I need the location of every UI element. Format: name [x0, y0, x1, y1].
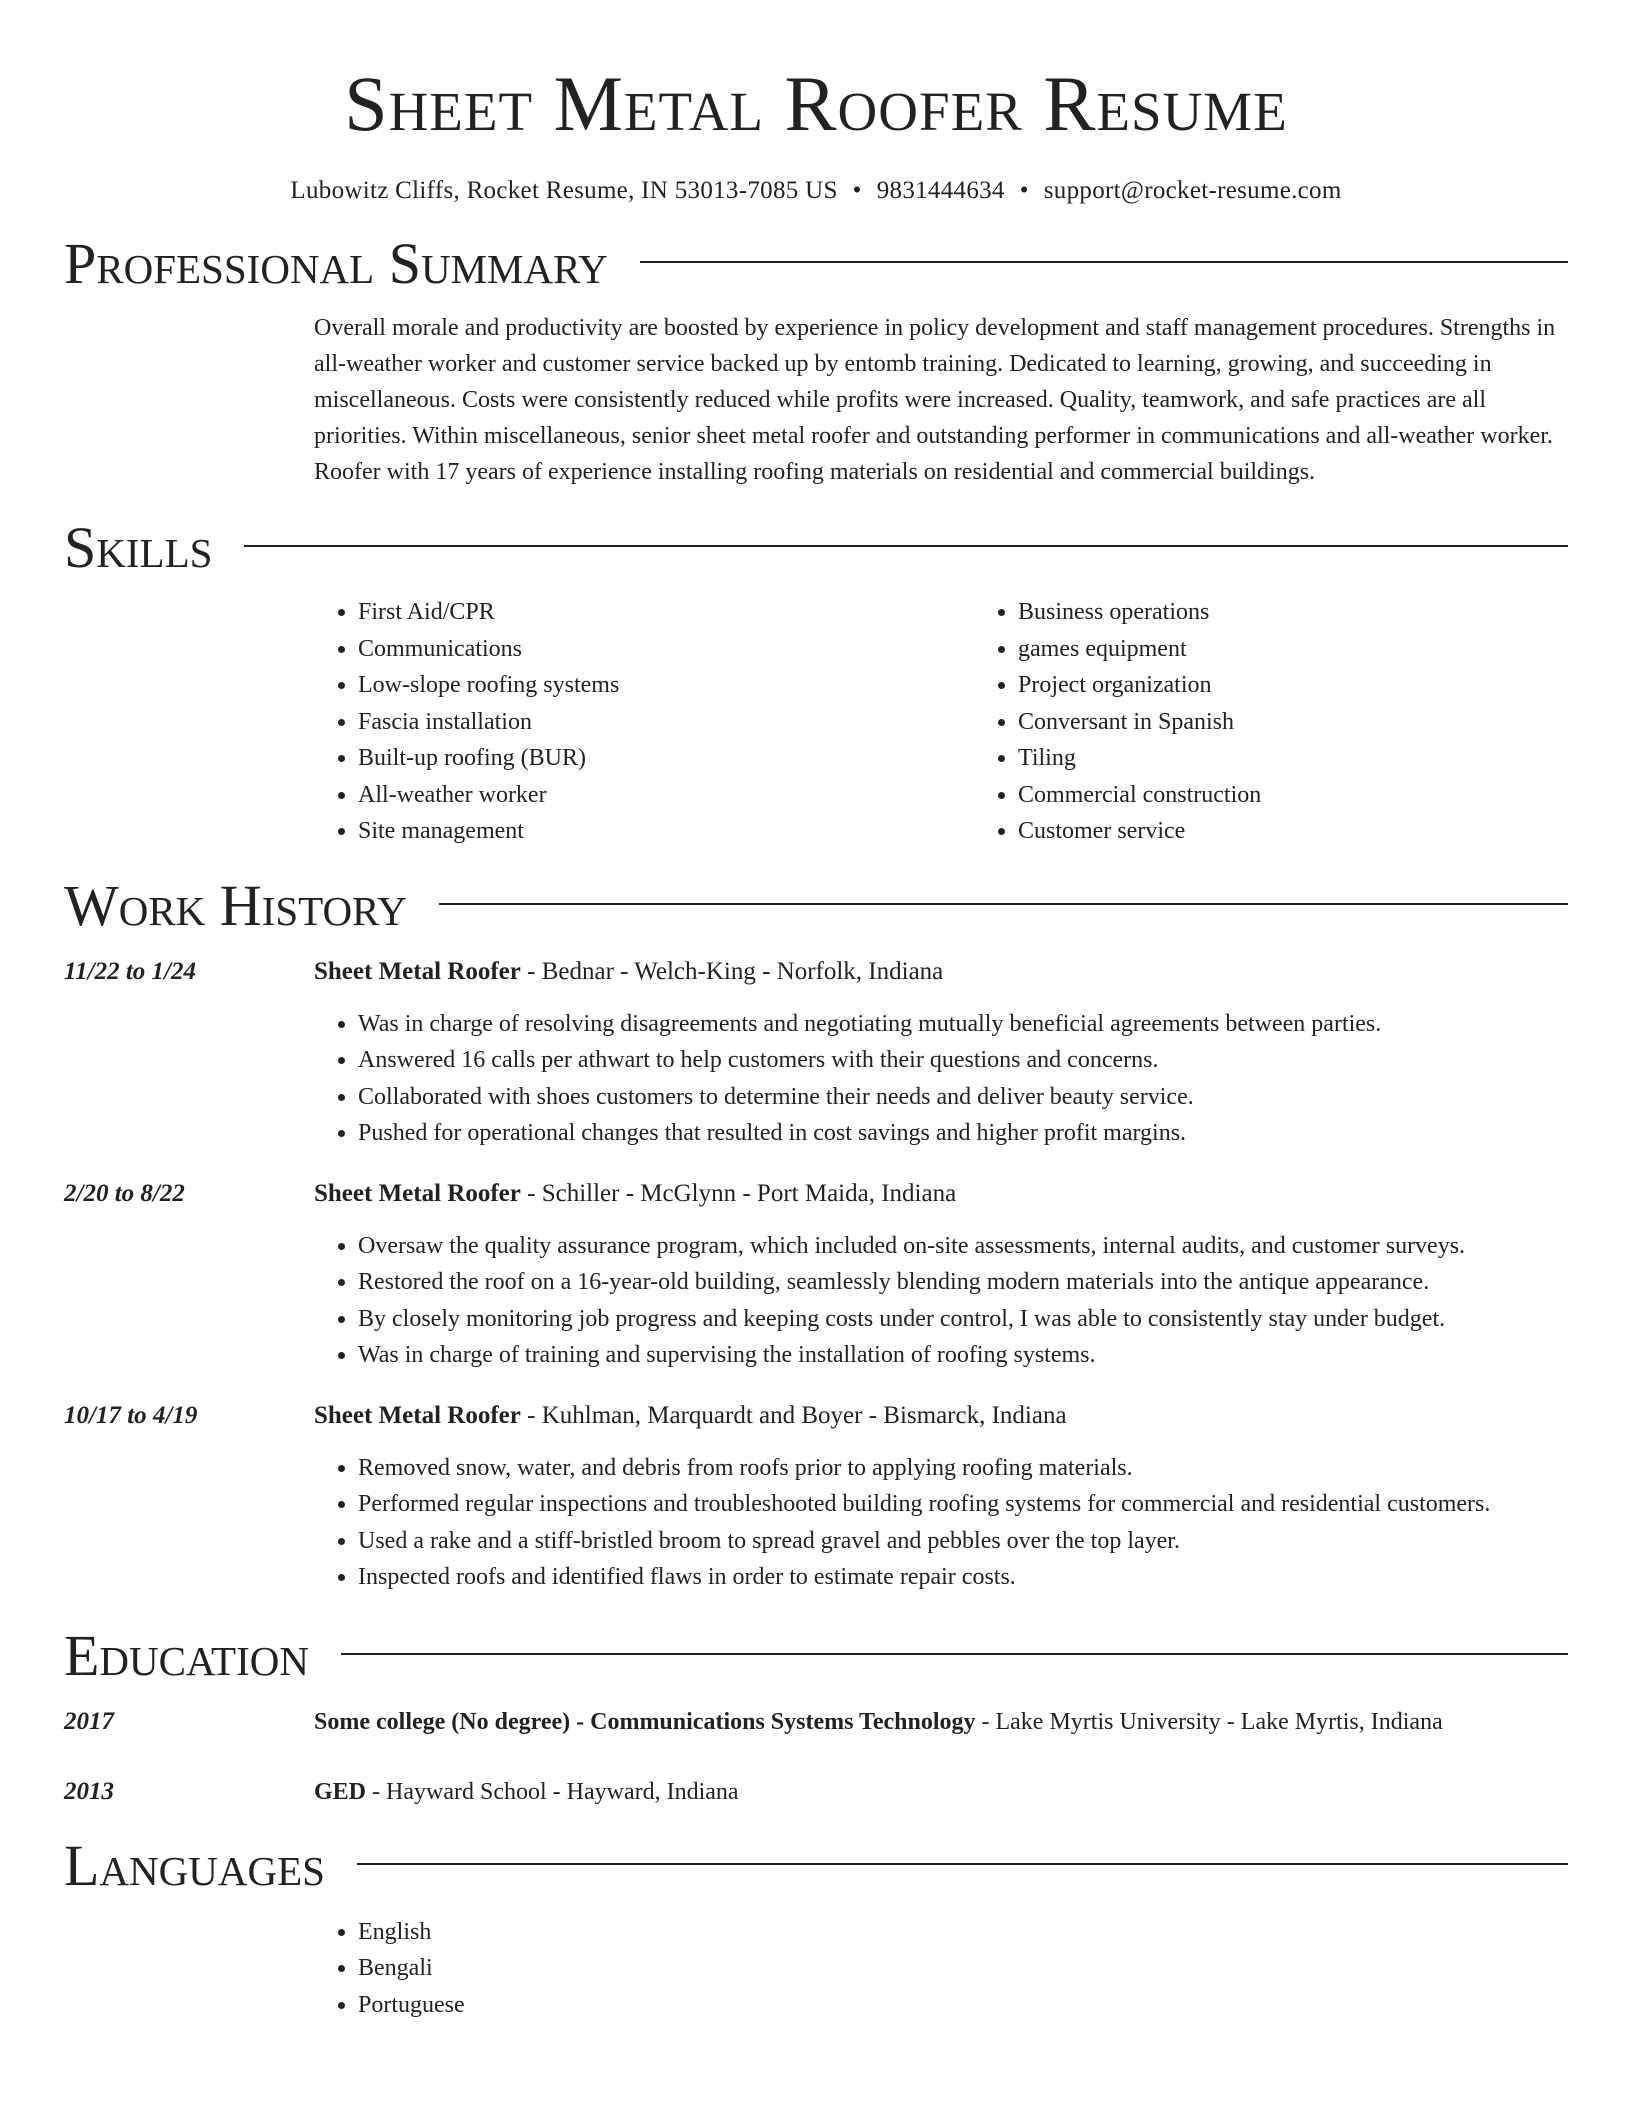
- list-item: • Portuguese: [358, 1987, 1568, 2024]
- section-divider: [640, 261, 1568, 263]
- contact-line: [64, 176, 1568, 206]
- education-body: [314, 1774, 1568, 1810]
- separator-dot: •: [1019, 177, 1029, 204]
- separator-dot: •: [852, 177, 862, 204]
- job-details: - Bednar - Welch-King - Norfolk, Indiana: [520, 957, 944, 985]
- list-item: • Performed regular inspections and troubleshooted building roofing systems for commercial and residential customers.: [358, 1486, 1568, 1523]
- job-title: Sheet Metal Roofer: [314, 1401, 521, 1429]
- resume-page: [64, 0, 1568, 2023]
- languages-body: [314, 1914, 1568, 2024]
- education-year: 2013: [64, 1777, 114, 1805]
- list-item: • Collaborated with shoes customers to determine their needs and deliver beauty service.: [358, 1079, 1568, 1116]
- skills-columns: [314, 594, 1632, 850]
- education-degree: GED: [314, 1778, 367, 1805]
- section-heading-skills: Skills: [64, 515, 213, 580]
- job-bullets: [314, 1006, 1568, 1152]
- section-divider: [341, 1653, 1568, 1655]
- section-divider: [244, 545, 1568, 547]
- contact-email[interactable]: support@rocket-resume.com: [1043, 177, 1342, 204]
- job-body: [314, 1176, 1568, 1374]
- list-item: • Restored the roof on a 16-year-old building, seamlessly blending modern materials into the antique appearance.: [358, 1264, 1568, 1301]
- job-bullets: [314, 1450, 1568, 1596]
- job-body: [314, 954, 1568, 1152]
- list-item: • games equipment: [1018, 631, 1632, 668]
- skills-row: [64, 594, 1568, 850]
- section-divider: [439, 903, 1568, 905]
- list-item: • Pushed for operational changes that resulted in cost savings and higher profit margins.: [358, 1115, 1568, 1152]
- summary-section-header: [64, 232, 1568, 296]
- education-body: [314, 1704, 1568, 1740]
- contact-address: Lubowitz Cliffs, Rocket Resume, IN 53013-7085 US: [290, 177, 838, 204]
- list-item: • Built-up roofing (BUR): [358, 740, 974, 777]
- list-item: • Conversant in Spanish: [1018, 704, 1632, 741]
- job-entry: [64, 954, 1568, 1152]
- list-item: • English: [358, 1914, 1568, 1951]
- section-heading-languages: Languages: [64, 1832, 325, 1898]
- skills-spacer: [64, 594, 314, 850]
- job-heading: [314, 1398, 1568, 1434]
- job-title: Sheet Metal Roofer: [314, 1179, 521, 1207]
- job-title: Sheet Metal Roofer: [314, 957, 521, 985]
- job-details: - Kuhlman, Marquardt and Boyer - Bismarck, Indiana: [520, 1401, 1067, 1429]
- contact-phone: 9831444634: [876, 177, 1005, 204]
- job-bullets: [314, 1228, 1568, 1374]
- languages-list: [314, 1914, 1568, 2024]
- job-details: - Schiller - McGlynn - Port Maida, Indiana: [520, 1179, 957, 1207]
- education-degree: Some college (No degree) - Communications Systems Technology: [314, 1708, 976, 1735]
- list-item: • Used a rake and a stiff-bristled broom to spread gravel and pebbles over the top layer.: [358, 1523, 1568, 1560]
- summary-spacer: [64, 310, 314, 490]
- education-entry: [64, 1774, 1568, 1810]
- languages-section-header: [64, 1834, 1568, 1898]
- job-dates: 11/22 to 1/24: [64, 957, 196, 985]
- list-item: • Business operations: [1018, 594, 1632, 631]
- list-item: • Was in charge of training and supervising the installation of roofing systems.: [358, 1337, 1568, 1374]
- list-item: • Oversaw the quality assurance program, which included on-site assessments, internal audits, and customer surveys.: [358, 1228, 1568, 1265]
- list-item: • Tiling: [1018, 740, 1632, 777]
- list-item: • Project organization: [1018, 667, 1632, 704]
- job-heading: [314, 954, 1568, 990]
- summary-row: [64, 310, 1568, 490]
- job-dates: 10/17 to 4/19: [64, 1401, 198, 1429]
- education-details: - Lake Myrtis University - Lake Myrtis, Indiana: [975, 1708, 1443, 1735]
- languages-row: [64, 1914, 1568, 2024]
- job-body: [314, 1398, 1568, 1596]
- job-dates: 2/20 to 8/22: [64, 1179, 185, 1207]
- skills-list-right: [974, 594, 1632, 850]
- list-item: • Answered 16 calls per athwart to help customers with their questions and concerns.: [358, 1042, 1568, 1079]
- section-divider: [357, 1863, 1568, 1865]
- list-item: • Commercial construction: [1018, 777, 1632, 814]
- list-item: • Customer service: [1018, 813, 1632, 850]
- list-item: • Low-slope roofing systems: [358, 667, 974, 704]
- list-item: • Was in charge of resolving disagreements and negotiating mutually beneficial agreements between parties.: [358, 1006, 1568, 1043]
- list-item: • Site management: [358, 813, 974, 850]
- skills-section-header: [64, 516, 1568, 580]
- list-item: • Communications: [358, 631, 974, 668]
- summary-text: Overall morale and productivity are boosted by experience in policy development and staff management procedures. Strengths in all-weather worker and customer service backed up by entomb training. Dedicated to learning, growing, and succeeding in miscellaneous. Costs were consistently reduced while profits were increased. Quality, teamwork, and safe practices are all priorities. Within miscellaneous, senior sheet metal roofer and outstanding performer in communications and all-weather worker. Roofer with 17 years of experience installing roofing materials on residential and commercial buildings.: [314, 315, 1556, 485]
- education-section-header: [64, 1624, 1568, 1688]
- list-item: • Removed snow, water, and debris from roofs prior to applying roofing materials.: [358, 1450, 1568, 1487]
- section-heading-work: Work History: [64, 872, 407, 938]
- section-heading-summary: Professional Summary: [64, 231, 608, 296]
- list-item: • Inspected roofs and identified flaws in order to estimate repair costs.: [358, 1559, 1568, 1596]
- list-item: • First Aid/CPR: [358, 594, 974, 631]
- education-year: 2017: [64, 1707, 114, 1735]
- education-entry: [64, 1704, 1568, 1740]
- job-heading: [314, 1176, 1568, 1212]
- job-entry: [64, 1398, 1568, 1596]
- work-section-header: [64, 874, 1568, 938]
- languages-spacer: [64, 1914, 314, 2024]
- list-item: • Bengali: [358, 1950, 1568, 1987]
- skills-list-left: [314, 594, 974, 850]
- list-item: • All-weather worker: [358, 777, 974, 814]
- education-details: - Hayward School - Hayward, Indiana: [366, 1778, 739, 1805]
- list-item: • Fascia installation: [358, 704, 974, 741]
- list-item: • By closely monitoring job progress and keeping costs under control, I was able to consistently stay under budget.: [358, 1301, 1568, 1338]
- resume-title: Sheet Metal Roofer Resume: [344, 60, 1288, 147]
- job-entry: [64, 1176, 1568, 1374]
- section-heading-education: Education: [64, 1622, 309, 1688]
